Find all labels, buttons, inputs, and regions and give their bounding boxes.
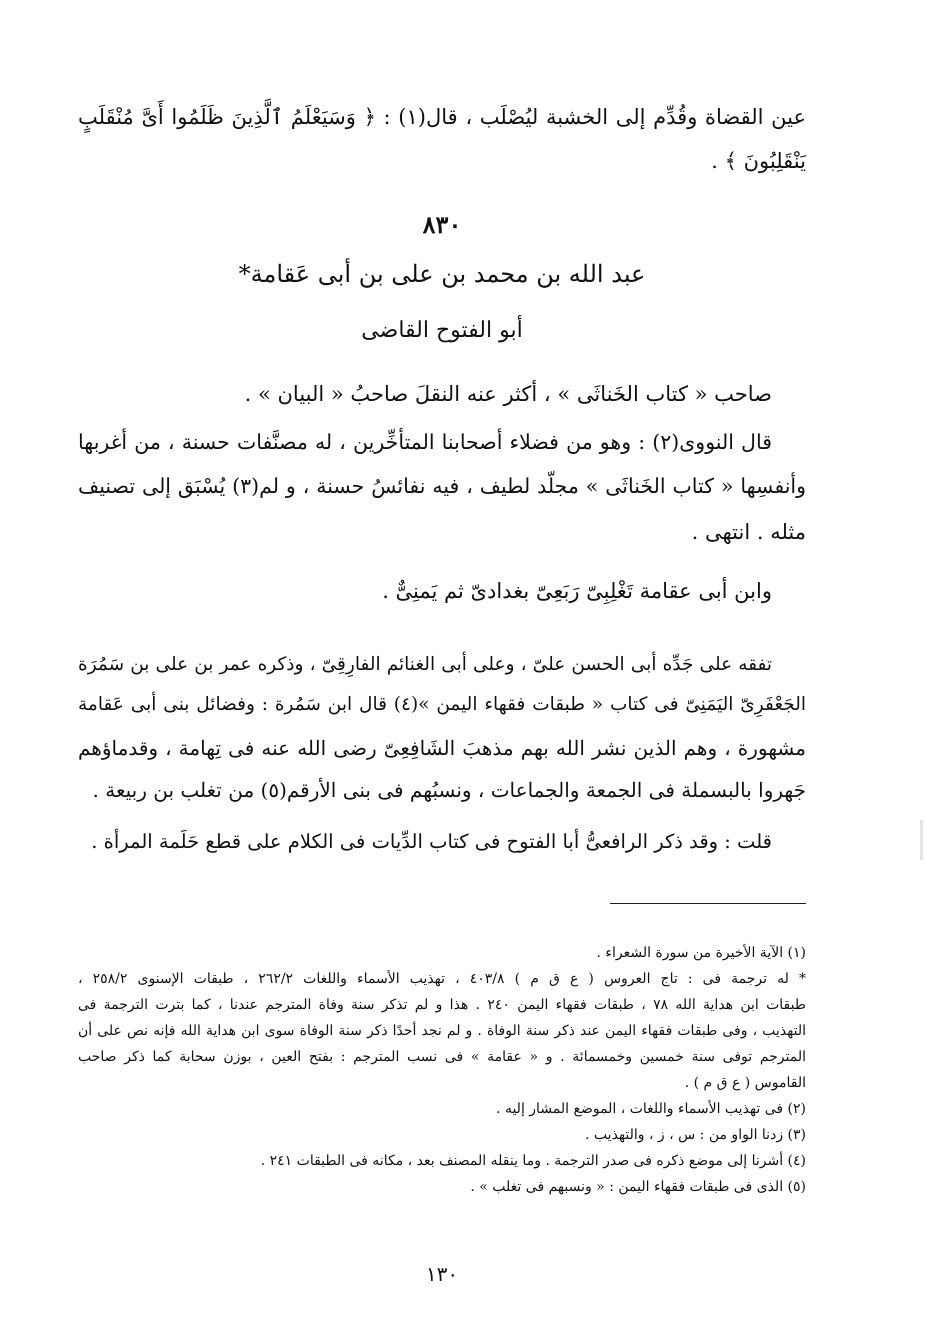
footnote-1: (١) الآية الأخيرة من سورة الشعراء .: [596, 945, 806, 961]
continuation-line-1: عين القضاة وقُدِّم إلى الخشبة ليُصْلَب ، قال(١) : ﴿ وَسَيَعْلَمُ ٱلَّذِينَ ظَلَمُوا أَىَّ مُنْقَلَبٍ: [78, 105, 806, 129]
paragraph-5: قلت : وقد ذكر الرافعىُّ أبا الفتوح فى كتاب الدِّيات فى الكلام على قطع حَلَمة المرأة .: [91, 830, 772, 853]
paragraph-1: صاحب « كتاب الخَناثَى » ، أكثر عنه النقلَ صاحبُ « البيان » .: [244, 382, 772, 406]
paragraph-2-line-2: وأنفسِها « كتاب الخَناثَى » مجلّد لطيف ، فيه نفائسُ حسنة ، و لم(٣) يُسْبَق إلى تصنيف: [78, 474, 806, 498]
scan-edge-mark: [920, 820, 923, 860]
book-page: [78, 0, 806, 1330]
continuation-line-2: يَنْقَلِبُونَ ﴾ .: [711, 149, 806, 173]
footnote-2: (٢) فى تهذيب الأسماء واللغات ، الموضع المشار إليه .: [496, 1101, 806, 1117]
paragraph-4-line-2: الجَعْفَرِىّ اليَمَنِىّ فى كتاب « طبقات فقهاء اليمن »(٤) قال ابن سَمُرة : وفضائل بنى أبى عَقامة: [78, 694, 806, 715]
entry-number: ٨٣٠: [422, 210, 462, 239]
footnote-star-line-4: المترجم توفى سنة خمسين وخمسمائة . و « عقامة » فى نسب المترجم : بفتح العين ، بوزن سحابة كما ذكر صاحب: [78, 1049, 806, 1065]
page-number: ١٣٠: [425, 1262, 459, 1286]
paragraph-2-line-3: مثله . انتهى .: [691, 520, 806, 544]
footnote-3: (٣) زدنا الواو من : س ، ز ، والتهذيب .: [585, 1127, 806, 1143]
footnote-4: (٤) أشرنا إلى موضع ذكره فى صدر الترجمة . وما ينقله المصنف بعد ، مكانه فى الطبقات ٢٤١ .: [260, 1153, 806, 1169]
paragraph-4-line-1: تفقه على جَدِّه أبى الحسن علىّ ، وعلى أبى الغنائم الفارِقِىّ ، وذكره عمر بن على بن سَمُرَة: [78, 654, 772, 675]
paragraph-2-line-1: قال النووى(٢) : وهو من فضلاء أصحابنا المتأخِّرين ، له مصنَّفات حسنة ، من أغربها: [78, 430, 772, 454]
paragraph-4-line-3: مشهورة ، وهم الذين نشر الله بهم مذهبَ الشَافِعِىّ رضى الله عنه فى تِهامة ، وقدماؤهم: [78, 736, 806, 760]
footnote-5: (٥) الذى فى طبقات فقهاء اليمن : « ونسبهم فى تغلب » .: [470, 1179, 806, 1195]
footnote-star-line-3: التهذيب ، وفى طبقات فقهاء اليمن عند ذكر سنة الوفاة . و لم نجد أحدًا ذكر سنة الوفاة سوى ابن هداية الله فإنه نص على أن: [78, 1023, 806, 1039]
paragraph-4-line-4: جَهروا بالبسملة فى الجمعة والجماعات ، ونسبُهم فى بنى الأرقم(٥) من تغلب بن ربيعة .: [92, 778, 806, 802]
footnote-star-line-2: طبقات ابن هداية الله ٧٨ ، طبقات فقهاء اليمن ٢٤٠ . هذا و لم تذكر سنة وفاة المترجم عندنا ، كما بترت الترجمة فى: [78, 997, 806, 1013]
entry-title: عبد الله بن محمد بن على بن أبى عَقامة*: [238, 260, 646, 288]
footnote-star-line-5: القاموس ( ع ق م ) .: [684, 1075, 806, 1091]
paragraph-3: وابن أبى عقامة تَغْلِبِىّ رَبَعِىّ بغدادىّ ثم يَمنِىٌّ .: [382, 579, 772, 603]
entry-subtitle: أبو الفتوح القاضى: [361, 318, 523, 343]
footnote-star-line-1: * له ترجمة فى : تاج العروس ( ع ق م ) ٤٠٣/٨ ، تهذيب الأسماء واللغات ٢٦٢/٢ ، طبقات الإسنوى ٢٥٨/٢ ،: [78, 971, 806, 987]
footnote-separator: [610, 903, 806, 904]
